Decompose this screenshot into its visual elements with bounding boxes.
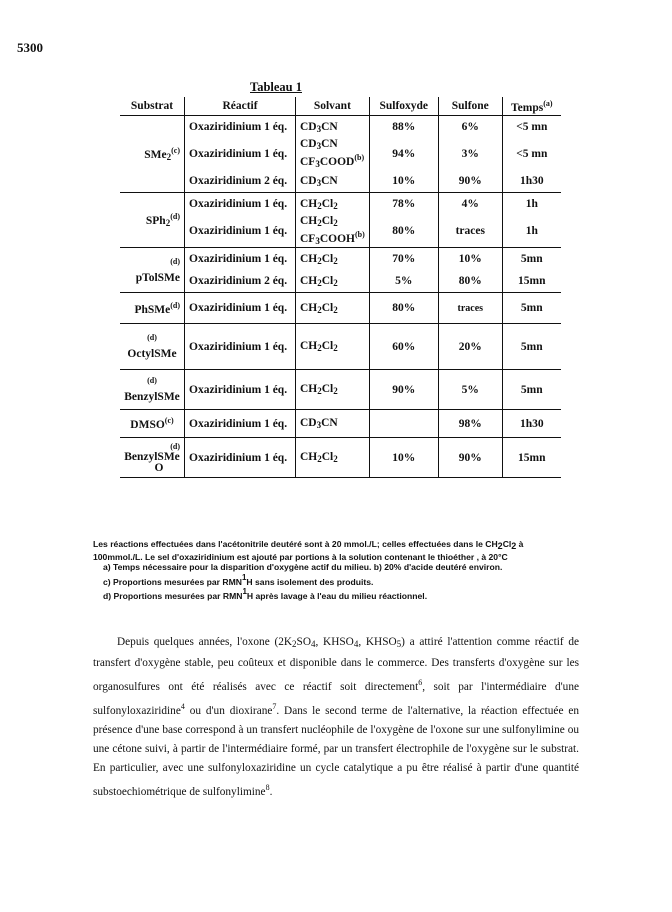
table-row	[120, 293, 561, 324]
results-table	[120, 97, 561, 478]
substrate-cell: (d) BenzylSMe O	[120, 438, 185, 478]
footnote-d: d) Proportions mesurées par RMN1H après lavage à l'eau du milieu réactionnel.	[103, 587, 428, 601]
temps-cell: <5 mn	[516, 148, 548, 160]
sulfoxyde-cell: 88%	[369, 116, 438, 139]
reactif-cell: Oxaziridinium 1 éq.	[185, 248, 296, 271]
footnote-c: c) Proportions mesurées par RMN1H sans isolement des produits.	[103, 572, 374, 587]
header-temps: Temps$^{(a)}$	[502, 97, 561, 116]
sulfoxyde-cell: 80%	[369, 293, 438, 324]
footnote-a: a) Temps nécessaire pour la disparition d'oxygène actif du milieu. b) 20% d'acide deutéré environ.	[103, 562, 503, 572]
page-number: 5300	[17, 40, 43, 55]
solvant-cell: $CH_2Cl_2$	[296, 270, 370, 293]
reactif-cell: Oxaziridinium 2 éq.	[185, 170, 296, 193]
body-paragraph: Depuis quelques années, l'oxone ($2K_2SO_4$, $KHSO_4$, $KHSO_5$) a attiré l'attention comme réactif de transfert d'oxygène stable, peu coûteux et disponible dans le commerce. Des transferts d'oxygène sur les organosulfures ont été réalisés avec ce réactif soit directement$^6$, soit par l'intermédiaire d'une sulfonyloxaziridine$^4$ ou d'un dioxirane$^7$. Dans le second terme de l'alternative, la réaction effectuée en présence d'une base correspond à un transfert nucléophile de l'oxygène de l'oxone sur une sulfonylimine ou une cétone suivi, à partir de l'intermédiaire formé, par un transfert électrophile de l'oxygène sur le substrat. En particulier, avec une sulfonyloxaziridine un cycle catalytique a pu être réalisé à partir d'une quantité substoechiométrique de sulfonylimine$^8$.	[93, 636, 580, 798]
temps-cell: 15mn	[502, 438, 561, 478]
substrate-cell: $^{(d)}$ pTolSMe	[120, 248, 185, 293]
temps-cell: 5mn	[502, 370, 561, 410]
temps-cell: 1h30	[502, 410, 561, 438]
sulfone-cell: traces	[438, 293, 502, 324]
table-row	[120, 193, 561, 216]
reactif-cell: Oxaziridinium 1 éq.	[185, 138, 296, 170]
table-row	[120, 438, 561, 478]
solvant-cell: $CH_2Cl_2$	[296, 370, 370, 410]
header-solvant: Solvant	[296, 97, 370, 116]
temps-cell: 5mn	[520, 253, 543, 265]
solvant-cell: $CH_2Cl_2$	[296, 293, 370, 324]
sulfoxyde-cell: 80%	[369, 215, 438, 248]
sulfoxyde-cell: 10%	[369, 170, 438, 193]
sulfoxyde-cell	[369, 410, 438, 438]
solvant-cell: $CH_2Cl_2$	[296, 248, 370, 271]
solvant-cell: $CD_3CN$ $CF_3COOD^{(b)}$	[296, 138, 370, 170]
sulfoxyde-cell: 70%	[369, 248, 438, 271]
substrate-cell: PhSMe$^{(d)}$	[120, 293, 185, 324]
sulfone-cell: 10%	[438, 248, 502, 271]
sulfone-cell: 6%	[438, 116, 502, 139]
temps-cell: <5 mn	[516, 121, 548, 133]
temps-cell: 5mn	[502, 324, 561, 370]
temps-cell: 5mn	[502, 293, 561, 324]
table-header-row	[120, 97, 561, 116]
sulfone-cell: 20%	[438, 324, 502, 370]
sulfoxyde-cell: 5%	[369, 270, 438, 293]
sulfone-cell: 90%	[438, 438, 502, 478]
footnote-conditions: Les réactions effectuées dans l'acétonitrile deutéré sont à 20 mmol./L; celles effectuées dans le CH2Cl2 à 100mmol./L. Le sel d'oxaziridinium est ajouté par portions à la solution contenant le thioéther , à 20°C	[93, 539, 524, 562]
sulfone-cell: 4%	[438, 193, 502, 216]
substrate-cell: DMSO$^{(c)}$	[120, 410, 185, 438]
substrate-cell: SMe$_2^{(c)}$	[120, 116, 185, 193]
substrate-cell: SPh$_2^{(d)}$	[120, 193, 185, 248]
table-title: Tableau 1	[250, 80, 302, 94]
oxide-label: O	[154, 462, 164, 474]
reactif-cell: Oxaziridinium 1 éq.	[185, 116, 296, 139]
table-row	[120, 170, 561, 193]
reactif-cell: Oxaziridinium 1 éq.	[185, 370, 296, 410]
table-row	[120, 116, 561, 139]
substrate-cell: $^{(d)}$ OctylSMe	[120, 324, 185, 370]
sulfone-cell: 80%	[438, 270, 502, 293]
header-sulfoxyde: Sulfoxyde	[369, 97, 438, 116]
header-sulfone: Sulfone	[438, 97, 502, 116]
reactif-cell: Oxaziridinium 1 éq.	[185, 324, 296, 370]
substrate-cell: $^{(d)}$ BenzylSMe	[120, 370, 185, 410]
header-substrat: Substrat	[120, 97, 185, 116]
sulfone-cell: 98%	[438, 410, 502, 438]
sulfoxyde-cell: 60%	[369, 324, 438, 370]
reactif-cell: Oxaziridinium 2 éq.	[185, 270, 296, 293]
sulfoxyde-cell: 90%	[369, 370, 438, 410]
reactif-cell: Oxaziridinium 1 éq.	[185, 215, 296, 248]
reactif-cell: Oxaziridinium 1 éq.	[185, 293, 296, 324]
sulfone-cell: 90%	[438, 170, 502, 193]
table-row	[120, 138, 561, 170]
table-row	[120, 410, 561, 438]
solvant-cell: $CD_3CN$	[296, 170, 370, 193]
solvant-cell: $CH_2Cl_2$	[296, 324, 370, 370]
reactif-cell: Oxaziridinium 1 éq.	[185, 193, 296, 216]
solvant-cell: $CH_2Cl_2$	[296, 193, 370, 216]
solvant-cell: $CH_2Cl_2$	[296, 438, 370, 478]
temps-cell: 15mn	[502, 270, 561, 293]
table-row	[120, 324, 561, 370]
temps-cell: 1h	[502, 215, 561, 248]
sulfoxyde-cell: 10%	[369, 438, 438, 478]
sulfone-cell: 5%	[438, 370, 502, 410]
reactif-cell: Oxaziridinium 1 éq.	[185, 438, 296, 478]
sulfone-cell: traces	[438, 215, 502, 248]
temps-cell: 1h30	[502, 170, 561, 193]
table-footnotes	[93, 539, 573, 602]
sulfoxyde-cell: 78%	[369, 193, 438, 216]
header-reactif: Réactif	[185, 97, 296, 116]
reactif-cell: Oxaziridinium 1 éq.	[185, 410, 296, 438]
sulfoxyde-cell: 94%	[369, 138, 438, 170]
solvant-cell: $CD_3CN$	[296, 410, 370, 438]
table-row	[120, 270, 561, 293]
sulfone-cell: 3%	[438, 138, 502, 170]
table-row	[120, 215, 561, 248]
solvant-cell: $CD_3CN$	[296, 116, 370, 139]
temps-cell: 1h	[525, 198, 538, 210]
table-row	[120, 370, 561, 410]
solvant-cell: $CH_2Cl_2$ $CF_3COOH^{(b)}$	[296, 215, 370, 248]
table-row	[120, 248, 561, 271]
